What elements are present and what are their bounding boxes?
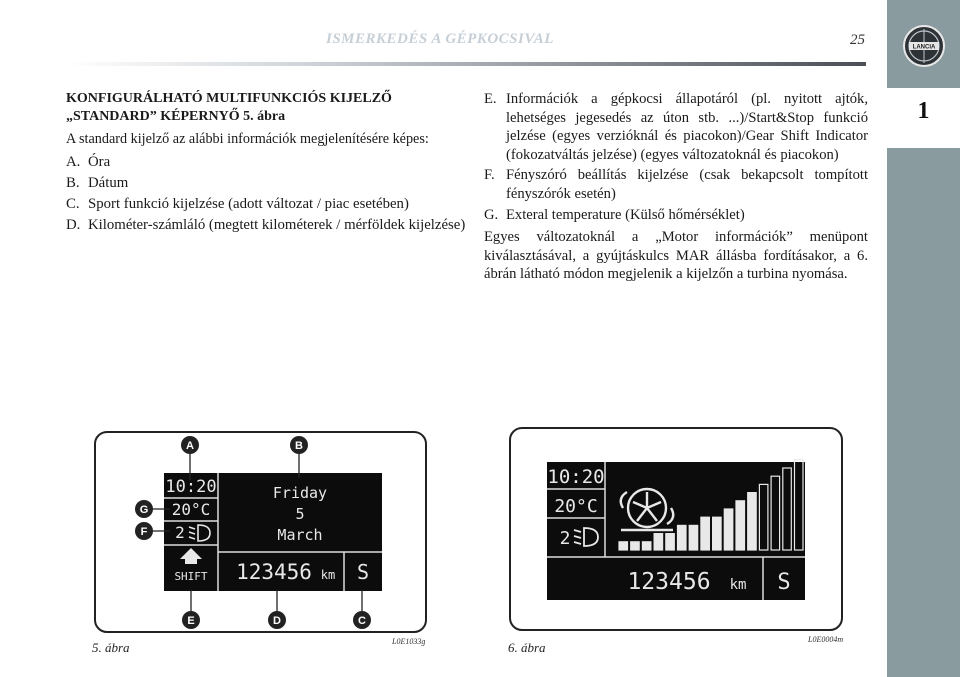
item-text: Exteral temperature (Külső hőmérséklet) bbox=[506, 206, 745, 223]
item-text: Fényszóró beállítás kijelzése (csak bekapcsolt tompított fényszórók esetén) bbox=[506, 167, 868, 202]
turbo-bar bbox=[689, 525, 698, 550]
figure-5-caption: 5. ábra bbox=[92, 640, 130, 655]
figure-6-display bbox=[509, 426, 844, 632]
callout-f: F bbox=[140, 526, 148, 538]
section-heading bbox=[66, 90, 466, 126]
turbo-paragraph: Egyes változatoknál a „Motor információk” menüpont kiválasztásával, a gyújtáskulcs MAR állásba fordításakor, a 6. ábrán látható módon megjelenik a kijelzőn a turbina nyomása. bbox=[484, 229, 868, 283]
right-column bbox=[484, 90, 868, 288]
figure-5-display bbox=[94, 430, 428, 634]
chapter-number: 1 bbox=[917, 98, 930, 124]
item-letter: G. bbox=[484, 206, 499, 223]
lancia-logo bbox=[902, 24, 946, 68]
header-rule bbox=[66, 62, 866, 66]
item-text: Dátum bbox=[88, 175, 129, 191]
callout-e: E bbox=[187, 615, 195, 627]
item-text: Információk a gépkocsi állapotáról (pl. nyitott ajtók, lehetséges jegesedés az úton stb. ...)/Start&Stop funkció jelzése (egyes verzióknál és piacokon)/Gear Shift Indicator (fokozatváltás jelzése) (egyes változatoknál és piacokon) bbox=[506, 91, 868, 163]
figure-6-code: L0E0004m bbox=[808, 635, 844, 644]
left-column bbox=[66, 90, 466, 237]
temperature-readout: 20°C bbox=[554, 496, 598, 517]
turbo-bar bbox=[654, 534, 663, 550]
list-item-f bbox=[484, 166, 868, 203]
callout-a: A bbox=[186, 440, 194, 452]
callout-g: G bbox=[139, 504, 149, 516]
list-item-c bbox=[66, 195, 466, 214]
item-letter: B. bbox=[66, 175, 80, 191]
turbo-bar bbox=[736, 501, 745, 550]
list-item-b bbox=[66, 174, 466, 193]
item-letter: A. bbox=[66, 154, 81, 170]
figure-5-code: L0E1033g bbox=[392, 637, 426, 646]
turbo-bar bbox=[748, 493, 757, 550]
headlight-level-readout: 2 bbox=[559, 528, 571, 549]
turbo-bar bbox=[619, 542, 628, 550]
turbo-bar bbox=[678, 525, 687, 550]
figure-6-caption: 6. ábra bbox=[508, 640, 546, 655]
item-letter: F. bbox=[484, 167, 495, 184]
callout-d: D bbox=[273, 615, 281, 627]
heading-line-1: KONFIGURÁLHATÓ MULTIFUNKCIÓS KIJELZŐ bbox=[66, 91, 392, 106]
turbo-bar bbox=[666, 534, 675, 550]
heading-line-2: „STANDARD” KÉPERNYŐ 5. ábra bbox=[66, 109, 286, 124]
shift-indicator: SHIFT bbox=[174, 570, 208, 583]
callout-b: B bbox=[295, 440, 303, 452]
date-month: March bbox=[277, 526, 323, 544]
turbo-bar bbox=[642, 542, 651, 550]
clock-readout: 10:20 bbox=[165, 477, 217, 497]
sport-indicator: S bbox=[356, 560, 370, 584]
turbo-bar bbox=[701, 517, 710, 550]
headlight-level-readout: 2 bbox=[175, 523, 185, 542]
date-number: 5 bbox=[295, 505, 305, 523]
item-letter: D. bbox=[66, 217, 81, 233]
intro-paragraph: A standard kijelző az alábbi információk megjelenítésére képes: bbox=[66, 131, 429, 147]
list-item-e bbox=[484, 90, 868, 164]
odometer-unit: km bbox=[320, 568, 336, 582]
odometer-unit: km bbox=[729, 577, 747, 593]
list-item-a bbox=[66, 153, 466, 172]
item-letter: E. bbox=[484, 91, 497, 107]
list-item-d bbox=[66, 216, 466, 235]
item-text: Sport funkció kijelzése (adott változat / piac esetében) bbox=[88, 196, 409, 212]
item-text: Óra bbox=[88, 154, 111, 170]
callout-c: C bbox=[358, 615, 366, 627]
turbo-bar bbox=[713, 517, 722, 550]
clock-readout: 10:20 bbox=[547, 466, 605, 488]
logo-text: LANCIA bbox=[912, 44, 936, 51]
item-letter: C. bbox=[66, 196, 80, 212]
odometer-value: 123456 bbox=[236, 560, 312, 584]
date-day: Friday bbox=[272, 484, 328, 502]
odometer-value: 123456 bbox=[627, 569, 711, 595]
temperature-readout: 20°C bbox=[171, 500, 211, 519]
item-text: Kilométer-számláló (megtett kilométerek / mérföldek kijelzése) bbox=[88, 217, 466, 233]
running-header: ISMERKEDÉS A GÉPKOCSIVAL bbox=[326, 31, 554, 47]
turbo-bar bbox=[631, 542, 640, 550]
list-item-g bbox=[484, 206, 868, 225]
sport-indicator: S bbox=[777, 570, 791, 595]
turbo-bar bbox=[724, 509, 733, 550]
page-number: 25 bbox=[850, 32, 865, 48]
